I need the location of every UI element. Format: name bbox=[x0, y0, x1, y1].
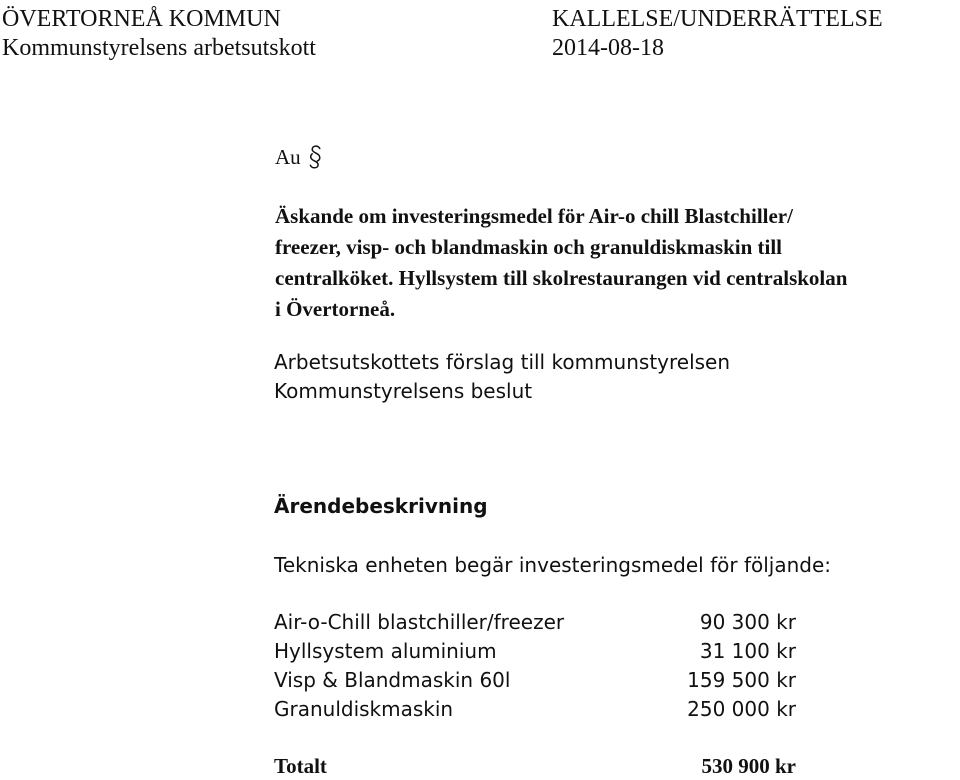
section-label: Au bbox=[275, 145, 301, 169]
municipality-name: ÖVERTORNEÅ KOMMUN bbox=[2, 6, 281, 32]
cost-item-label: Visp & Blandmaskin 60l bbox=[274, 668, 511, 692]
cost-item-row bbox=[274, 695, 814, 724]
document-type: KALLELSE/UNDERRÄTTELSE bbox=[552, 6, 883, 32]
agenda-title-line-1: Äskande om investeringsmedel för Air-o chill Blastchiller/ bbox=[275, 204, 793, 228]
total-label: Totalt bbox=[274, 754, 327, 778]
cost-item-amount: 159 500 kr bbox=[687, 668, 796, 692]
total-amount: 530 900 kr bbox=[701, 754, 796, 778]
agenda-title-line-4: i Övertorneå. bbox=[275, 297, 396, 321]
agenda-title-line-2: freezer, visp- och blandmaskin och granuldiskmaskin till bbox=[275, 235, 783, 259]
decision-heading: Kommunstyrelsens beslut bbox=[274, 379, 533, 403]
section-label-row bbox=[275, 144, 323, 170]
section-sign-icon bbox=[309, 144, 323, 170]
cost-item-label: Hyllsystem aluminium bbox=[274, 639, 497, 663]
agenda-title bbox=[275, 201, 960, 325]
cost-item-amount: 250 000 kr bbox=[687, 697, 796, 721]
proposal-heading: Arbetsutskottets förslag till kommunstyrelsen bbox=[274, 350, 731, 374]
agenda-title-line-3: centralköket. Hyllsystem till skolrestaurangen vid centralskolan bbox=[275, 266, 848, 290]
cost-item-amount: 31 100 kr bbox=[699, 639, 796, 663]
cost-item-label: Granuldiskmaskin bbox=[274, 697, 454, 721]
cost-item-amount: 90 300 kr bbox=[699, 610, 796, 634]
cost-item-row bbox=[274, 666, 814, 695]
description-text: Tekniska enheten begär investeringsmedel för följande: bbox=[274, 553, 832, 577]
total-row bbox=[274, 752, 814, 780]
cost-item-row bbox=[274, 637, 814, 666]
cost-item-label: Air-o-Chill blastchiller/freezer bbox=[274, 610, 565, 634]
committee-name: Kommunstyrelsens arbetsutskott bbox=[2, 35, 316, 61]
document-date: 2014-08-18 bbox=[552, 35, 664, 61]
cost-item-row bbox=[274, 608, 814, 637]
cost-item-list bbox=[274, 608, 814, 724]
description-heading: Ärendebeskrivning bbox=[274, 494, 488, 518]
